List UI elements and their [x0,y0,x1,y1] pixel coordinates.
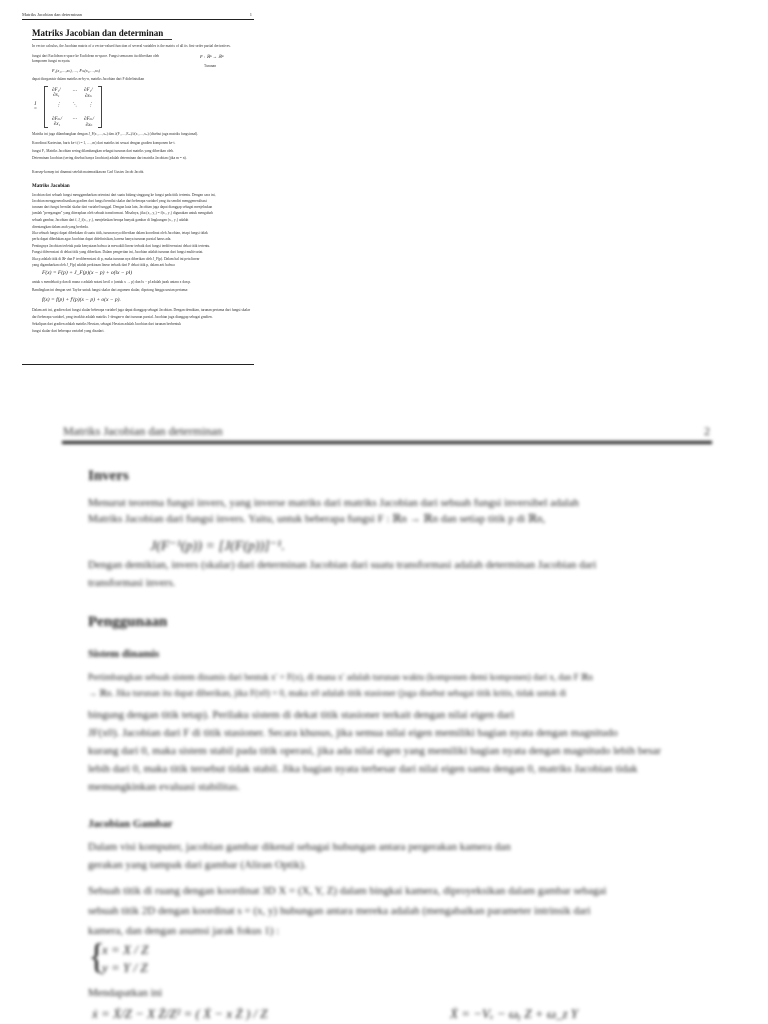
system-brace: { [88,936,106,976]
matrix-bracket-right [98,86,102,128]
section-line: yang digambarkan oleh J_F(p) adalah perkiraan linear terbaik dari F dekat titik p, dalam arti bahwa [32,263,175,267]
matrix-cell: ⋮ [88,103,93,108]
heading-sistem-dinamis: Sistem dinamis [88,648,160,660]
matrix-cell: ∂F₁/∂x₁ [52,88,61,98]
heading-invers: Invers [88,468,129,484]
matrix-bracket-left [44,86,48,128]
section-line: jumlah "peregangan" yang diterapkan oleh sebuah transformasi. Misalnya, jika (x₂, y₂) = f(x₁, y₁) digunakan untuk mengubah [32,211,213,215]
matrix-cell: ⋱ [72,103,77,108]
section-line: Jika sebuah fungsi dapat dibedakan di suatu titik, turunan nya diberikan dalam koordinat oleh Jacobian, tetapi fungsi tidak [32,231,208,235]
after-matrix-line-3: fungsi Fᵢ. Matriks Jacobian sering dilambangkan sebagai turunan dari matriks yang diberikan oleh. [32,149,174,153]
intro-line-3: dapat diorganisir dalam matriks m-by-n, matriks Jacobian dari F didefinisikan [32,77,145,81]
gambar-line: kamera, dan dengan asumsi jarak fokus 1) : [88,925,280,937]
section-line: Pentingnya Jacobian terletak pada kenyataan bahwa ia mewakili linear terbaik dari fungsi terdiferensiasi dekat titik tertentu. [32,244,211,248]
closing-line: Sekalipun dari gradien adalah matriks Hessian, sebagai Hessian adalah Jacobian dari turunan berbentuk [32,322,181,326]
closing-line: fungsi skalar dari beberapa variabel yang disadari. [32,329,105,333]
gambar-line: sebuah titik 2D dengan koordinat s = (x, y) hubungan antara mereka adalah (mengabaikan parameter intrinsik dari [88,905,591,917]
matrix-label: J = [34,102,37,112]
system-y: y = Y / Z [102,960,148,975]
page-title: Matriks Jacobian dan determinan [32,28,164,38]
invers-formula: J(F⁻¹(p)) = [J(F(p))]⁻¹. [150,539,285,554]
mendapatkan-line: Mendapatkan ini [88,987,163,999]
header-rule [62,441,712,444]
title-underline [32,39,172,40]
page-number: 1 [249,12,252,17]
invers-after-1: Dengan demikian, invers (skalar) dari determinan Jacobian dari suatu transformasi adalah determinan Jacobian dari [88,559,597,571]
gambar-line: Sebuah titik di ruang dengan koordinat 3D X = (X, Y, Z) dalam bingkai kamera, diproyeksikan dalam gambar sebagai [88,885,607,897]
running-head: Matriks Jacobian dan determinan [63,424,223,438]
after-matrix-line-4: Determinan Jacobian (sering disebut hanya Jacobian) adalah determinan dari matriks Jacobian (jika m = n). [32,156,187,160]
after-matrix-line-2: Koordinat Kartesian, baris ke-i (i = 1, …, m) dari matriks ini sesuai dengan gradien komponen ke-i. [32,141,176,145]
section-line: sebuah gambar, Jacobian dari f, J_f(x₁, y₁), menjelaskan berapa banyak gambar di lingkungan (x₁, y₁) adalah [32,218,189,222]
equation-linear-approx: F(x) = F(p) + J_F(p)(x − p) + o(‖x − p‖) [42,270,133,276]
intro-line-2: fungsi dari Euclidean n-space ke Euclidean m-space. Fungsi semacam itu diberikan oleh komponen fungsi m nyata. [32,54,160,63]
heading-jacobian-gambar: Jacobian Gambar [88,818,173,830]
closing-line: dari beberapa variabel, yang terakhir adalah matriks 1-dengan-n dari turunan parsial. Jacobian juga dianggap sebagai gradien. [32,315,213,319]
running-head-text: Matriks Jacobian dan determinan [22,12,82,17]
sistem-line: → ℝn. Jika turunan itu dapat diberikan, jika F(x0) = 0, maka x0 adalah titik stasioner (juga disebut sebagai titik kritis, tidak untuk di [88,688,567,698]
section-line: Jacobian menggeneralisasikan gradien dari fungsi bernilai skalar dari beberapa variabel yang itu sendiri menggeneralisasi [32,199,207,203]
matrix-cell: ∂Fₘ/∂xₙ [84,117,94,128]
sistem-line: kurang dari 0, maka sistem stabil pada titik operasi, jika ada nilai eigen yang memiliki bagian nyata dengan magnitudo lebih besar [88,745,662,757]
section-heading-jacobian: Matriks Jacobian [32,184,70,189]
equation-taylor: f(x) = f(p) + f′(p)(x − p) + o(x − p). [42,297,121,303]
sistem-line: lebih dari 0, maka titik tersebut tidak stabil. Jika bagian nyata terbesar dari nilai eigen sama dengan 0, matriks Jacobian tidak [88,763,638,775]
invers-line-2: Matriks Jacobian dari fungsi invers. Yaitu, untuk beberapa fungsi F : ℝn → ℝn dan setiap titik p di ℝn, [88,513,546,525]
page-number: 2 [704,424,710,438]
page-bottom-rule [22,364,254,365]
heading-penggunaan: Penggunaan [88,614,168,630]
gambar-line: Dalam visi komputer, jacobian gambar dikenal sebagai hubungan antara pergerakan kamera dan [88,841,511,853]
matrix-cell: ⋯ [72,89,77,94]
matrix-cell: ∂Fₘ/∂x₁ [52,117,62,127]
equation-note: untuk x mendekati p dan di mana o adalah notasi kecil o (untuk x → p) dan ‖x − p‖ adalah jarak antara x dan p. [32,280,192,284]
intro-line-1: In vector calculus, the Jacobian matrix of a vector-valued function of several variables is the matrix of all its first-order partial derivatives. [32,44,231,48]
running-head [22,12,254,17]
matrix-cell: ⋮ [56,103,61,108]
inline-formula-components: F₁(x₁,…,xₙ), …, Fₘ(x₁,…,xₙ) [52,68,101,73]
section-line: perlu dapat dibedakan agar Jacobian dapat didefinisikan, karena hanya turunan parsial harus ada. [32,237,172,241]
system-x: x = X / Z [102,942,149,957]
inline-word-0: Turunan [204,64,217,68]
matrix-cell: ⋯ [72,117,77,122]
section-line: Fungsi diferensiasi di dekat titik yang diberikan. Dalam pengertian ini, Jacobian adalah turunan dari fungsi multivariat. [32,250,204,254]
concept-line: Konsep-konsep ini dinamai setelah matematikawan Carl Gustav Jacob Jacobi. [32,170,145,174]
page-1 [22,10,254,366]
invers-line-1: Menurut teorema fungsi invers, yang inverse matriks dari matriks Jacobian dari sebuah fungsi inversibel adalah [88,497,579,509]
invers-after-2: transformasi invers. [88,577,176,589]
section-line: Jacobian dari sebuah fungsi menggambarkan orientasi dari suatu bidang singgung ke fungsi pada titik tertentu. Dengan cara ini, [32,193,216,197]
section-line: turunan dari fungsi bernilai skalar dari variabel tunggal. Dengan kata lain, Jacobian juga dapat dianggap sebagai menjelaskan [32,205,213,209]
equation-note-2: Bandingkan ini dengan seri Taylor untuk fungsi skalar dari argumen skalar, dipotong hingga urutan pertama: [32,288,189,292]
sistem-line: JF(x0). Jacobian dari F di titik stasioner. Secara khusus, jika semua nilai eigen memiliki bagian nyata dengan magnitudo [88,727,618,739]
inline-formula-F: F : ℝⁿ → ℝᵐ [200,54,224,59]
section-line: Jika p adalah titik di ℝⁿ dan F terdiferensiasi di p, maka turunan nya diberikan oleh J_F(p). Dalam hal ini peta linear [32,257,200,261]
gambar-line: gerakan yang tampak dari gambar (Aliran Optik). [88,859,307,871]
sistem-line: memungkinkan evaluasi stabilitas. [88,781,240,793]
page-2 [0,410,768,1024]
after-matrix-line-1: Matriks ini juga dilambangkan dengan J_F(x₁,…,xₙ) dan ∂(F₁,…,Fₘ)/∂(x₁,…,xₙ) (disebut juga matriks fungsional). [32,132,199,136]
header-rule [22,19,254,20]
final-formula-left: ẋ = Ẋ/Z − X Ż/Z² = ( Ẋ − x Ż ) / Z [92,1006,268,1021]
closing-line: Dalam arti ini, gradien dari fungsi skalar beberapa variabel juga dapat dianggap sebagai Jacobian. Dengan demikian, turunan pertama dari fungsi skalar [32,308,251,312]
sistem-line: bingung dengan titik tetap). Perilaku sistem di dekat titik stasioner terkait dengan nilai eigen dari [88,709,515,721]
final-formula-right: Ẋ = −Vₓ − ωᵧ Z + ω_z Y [450,1006,579,1021]
section-line: direntangkan dalam arah yang berbeda. [32,225,89,229]
sistem-line: Pertimbangkan sebuah sistem dinamis dari bentuk x′ = F(x), di mana x′ adalah turunan waktu (komponen demi komponen) dari x, dan F ℝn [88,672,593,682]
matrix-cell: ∂F₁/∂xₙ [84,88,93,99]
